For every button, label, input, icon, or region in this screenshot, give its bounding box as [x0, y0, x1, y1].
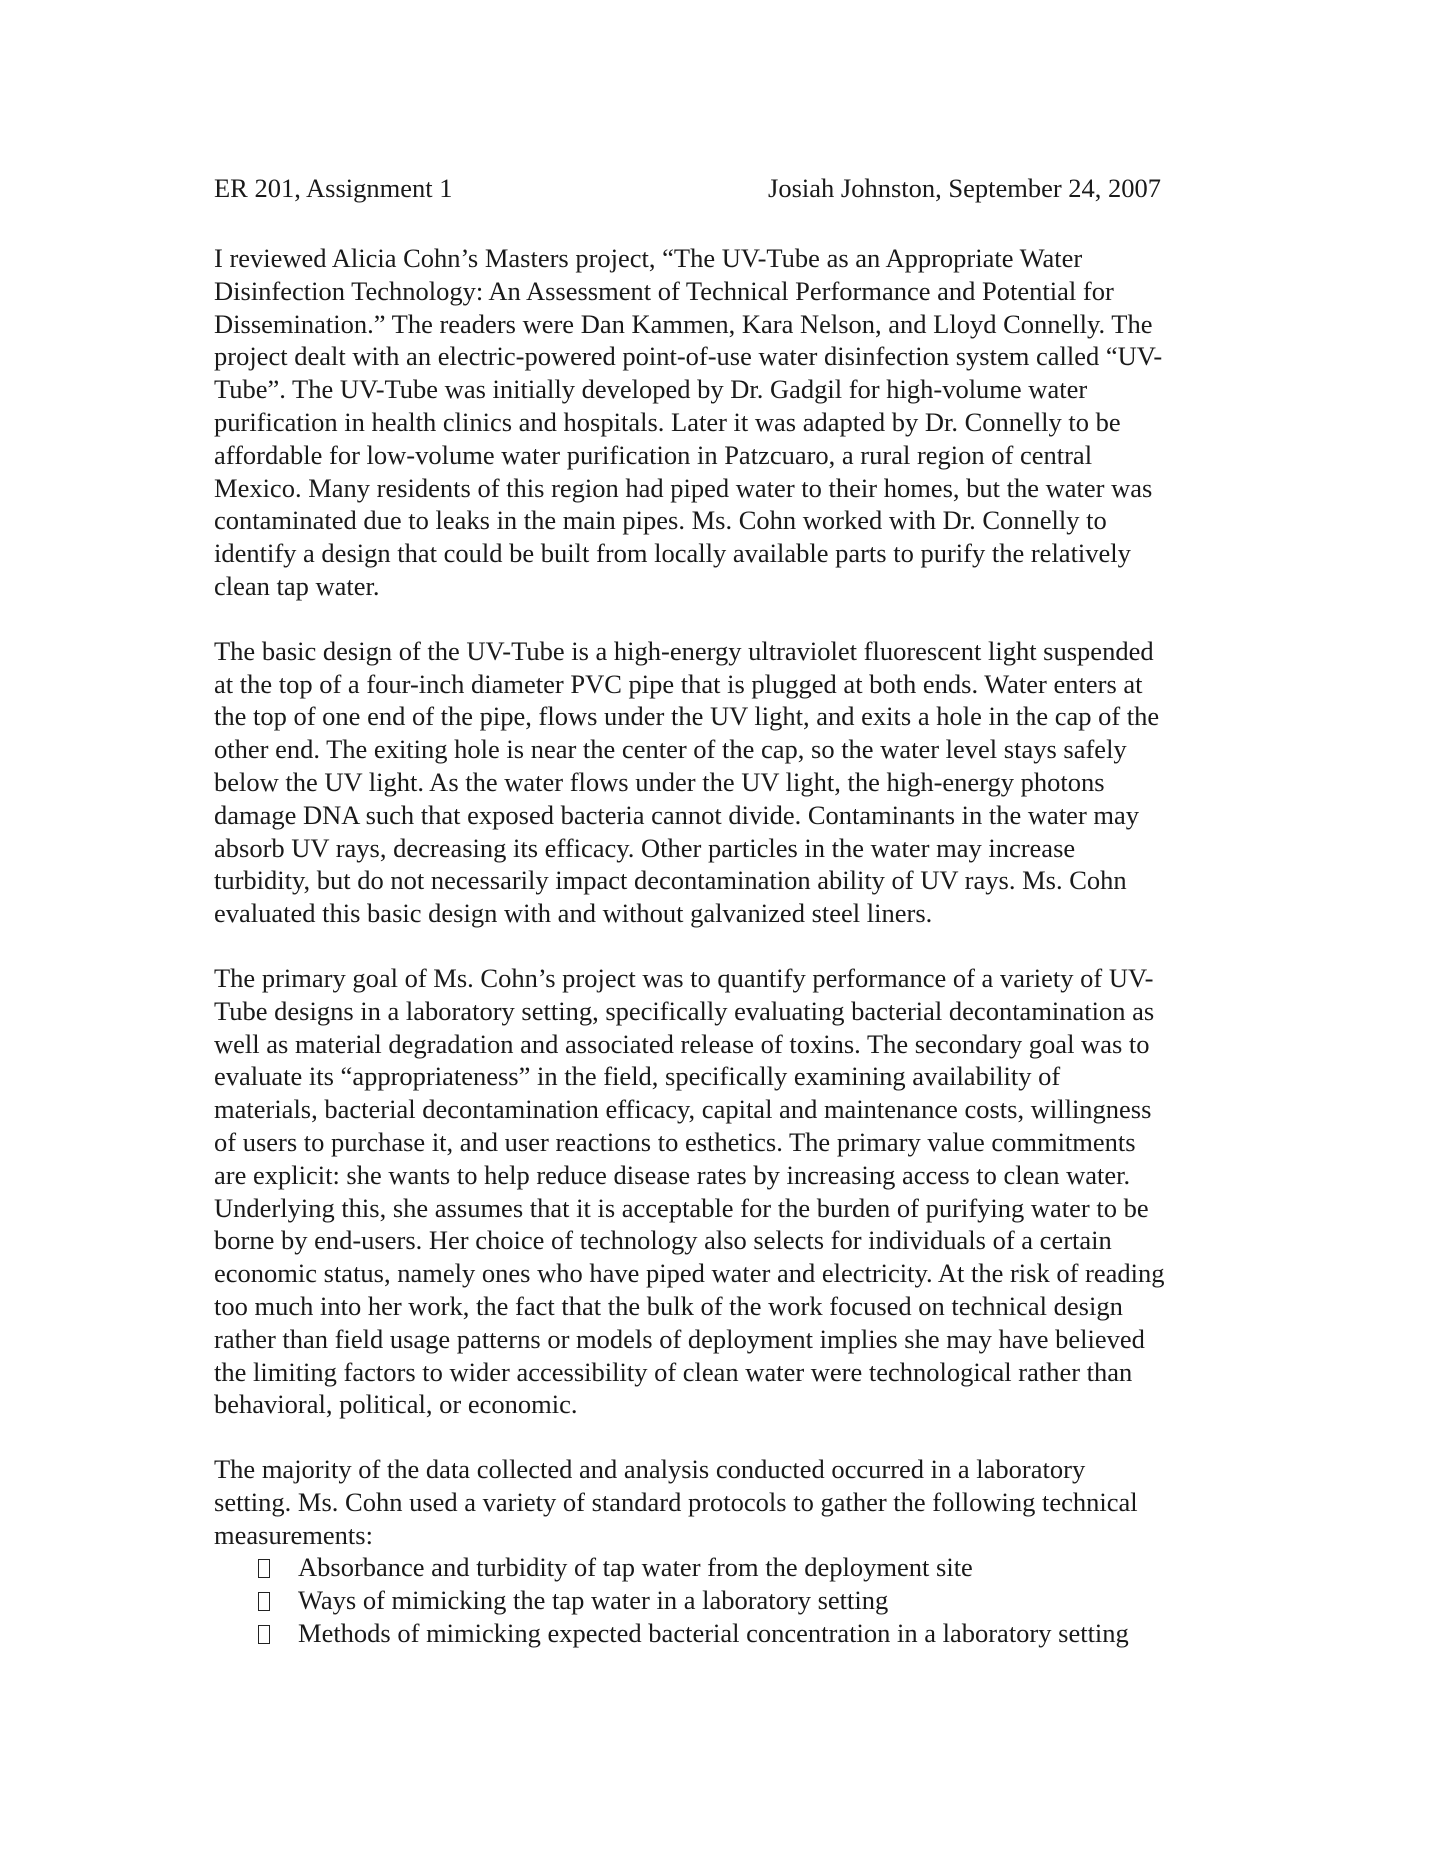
list-item-text: Methods of mimicking expected bacterial concentration in a laboratory setting — [298, 1618, 1129, 1649]
course-assignment-label: ER 201, Assignment 1 — [214, 173, 453, 203]
list-item-text: Ways of mimicking the tap water in a laboratory setting — [298, 1585, 889, 1616]
paragraph-basic-design: The basic design of the UV-Tube is a high-energy ultraviolet fluorescent light suspended at the top of a four-inch diameter PVC pipe that is plugged at both ends. Water enters at the top of one end of the pipe, flows under the UV light, and exits a hole in the cap of the other end. The exiting hole is near the center of the cap, so the water level stays safely below the UV light. As the water flows under the UV light, the high-energy photons damage DNA such that exposed bacteria cannot divide. Contaminants in the water may absorb UV rays, decreasing its efficacy. Other particles in the water may increase turbidity, but do not necessarily impact decontamination ability of UV rays. Ms. Cohn evaluated this basic design with and without galvanized steel liners. — [214, 635, 1160, 929]
measurement-list — [214, 1551, 1254, 1649]
square-bullet-icon — [258, 1592, 270, 1611]
document-page — [214, 168, 1254, 1650]
square-bullet-icon — [258, 1625, 270, 1644]
author-date-label: Josiah Johnston, September 24, 2007 — [768, 173, 1162, 203]
square-bullet-icon — [258, 1559, 270, 1578]
list-item — [258, 1584, 1254, 1617]
document-header — [214, 168, 1254, 208]
list-item — [258, 1551, 1254, 1584]
paragraph-data-collection: The majority of the data collected and analysis conducted occurred in a laboratory setting. Ms. Cohn used a variety of standard protocols to gather the following technical measurements: — [214, 1454, 1138, 1550]
list-item — [258, 1617, 1254, 1650]
paragraph-project-overview: I reviewed Alicia Cohn’s Masters project, “The UV-Tube as an Appropriate Water Disinfection Technology: An Assessment of Technical Performance and Potential for Dissemination.” The readers were Dan Kammen, Kara Nelson, and Lloyd Connelly. The project dealt with an electric-powered point-of-use water disinfection system called “UV- Tube”. The UV-Tube was initially developed by Dr. Gadgil for high-volume water purification in health clinics and hospitals. Later it was adapted by Dr. Connelly to be affordable for low-volume water purification in Patzcuaro, a rural region of central Mexico. Many residents of this region had piped water to their homes, but the water was contaminated due to leaks in the main pipes. Ms. Cohn worked with Dr. Connelly to identify a design that could be built from locally available parts to purify the relatively clean tap water. — [214, 243, 1163, 601]
paragraph-project-goals: The primary goal of Ms. Cohn’s project was to quantify performance of a variety of UV- Tube designs in a laboratory setting, specifically evaluating bacterial decontamination as well as material degradation and associated release of toxins. The secondary goal was to evaluate its “appropriateness” in the field, specifically examining availability of materials, bacterial decontamination efficacy, capital and maintenance costs, willingness of users to purchase it, and user reactions to esthetics. The primary value commitments are explicit: she wants to help reduce disease rates by increasing access to clean water. Underlying this, she assumes that it is acceptable for the burden of purifying water to be borne by end-users. Her choice of technology also selects for individuals of a certain economic status, namely ones who have piped water and electricity. At the risk of reading too much into her work, the fact that the bulk of the work focused on technical design rather than field usage patterns or models of deployment implies she may have believed the limiting factors to wider accessibility of clean water were technological rather than behavioral, political, or economic. — [214, 962, 1165, 1420]
list-item-text: Absorbance and turbidity of tap water from the deployment site — [298, 1552, 973, 1583]
